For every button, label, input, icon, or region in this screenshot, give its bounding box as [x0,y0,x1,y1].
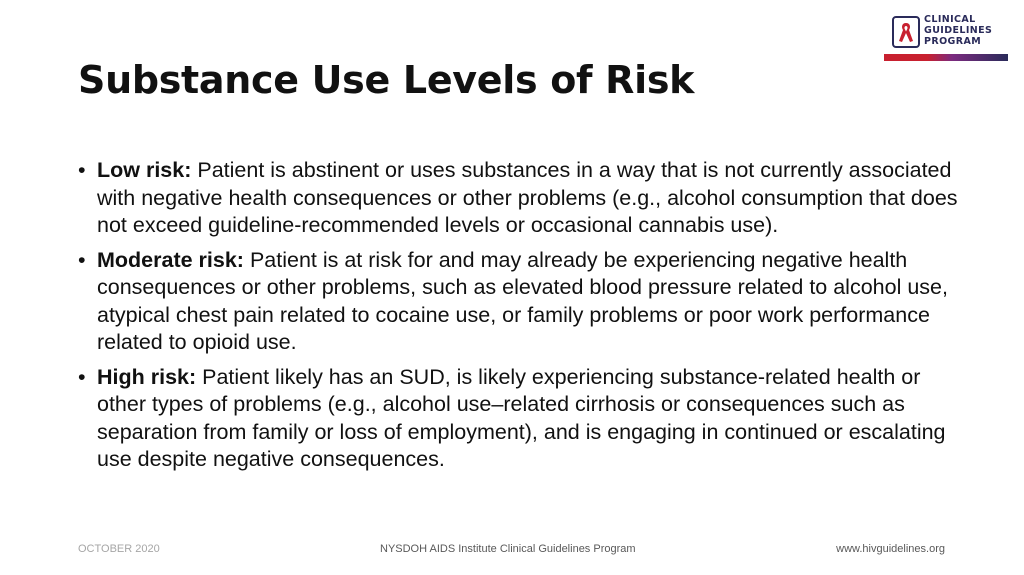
slide-title: Substance Use Levels of Risk [78,58,695,102]
list-item-moderate-risk [78,247,958,357]
footer-organization: NYSDOH AIDS Institute Clinical Guidelines Program [380,543,636,555]
bullet-term: Low risk: [97,158,192,182]
logo-line-3: PROGRAM [924,36,982,47]
red-ribbon-icon [892,16,920,48]
bullet-text: Patient is abstinent or uses substances in a way that is not currently associated with negative health consequences or other problems (e.g., alcohol consumption that does not exceed guideline-recommended levels or occasional cannabis use). [97,158,958,237]
logo-topic-bar [884,54,1008,61]
logo-line-1: CLINICAL [924,14,976,25]
list-item-high-risk [78,364,958,474]
footer-url[interactable]: www.hivguidelines.org [836,543,945,555]
bullet-icon: • [78,247,86,272]
bullet-term: Moderate risk: [97,247,244,272]
footer-date: OCTOBER 2020 [78,543,160,555]
logo-line-2: GUIDELINES [924,25,993,36]
bullet-term: High risk: [97,364,197,389]
bullet-text: Patient likely has an SUD, is likely experiencing substance-related health or other types of problems (e.g., alcohol use–related cirrhosis or consequences such as separation from family or loss of employment), and is engaging in continued or escalating use despite negative consequences. [97,364,946,471]
logo-wordmark [924,14,992,47]
clinical-guidelines-program-logo [884,14,1008,64]
bullet-text: Patient is at risk for and may already be experiencing negative health consequences or other problems, such as elevated blood pressure related to alcohol use, atypical chest pain related to cocaine use, or family problems or poor work performance related to opioid use. [97,247,948,354]
risk-level-list [78,157,958,481]
list-item-low-risk [78,157,958,240]
bullet-icon: • [78,364,86,389]
bullet-icon: • [78,158,86,182]
